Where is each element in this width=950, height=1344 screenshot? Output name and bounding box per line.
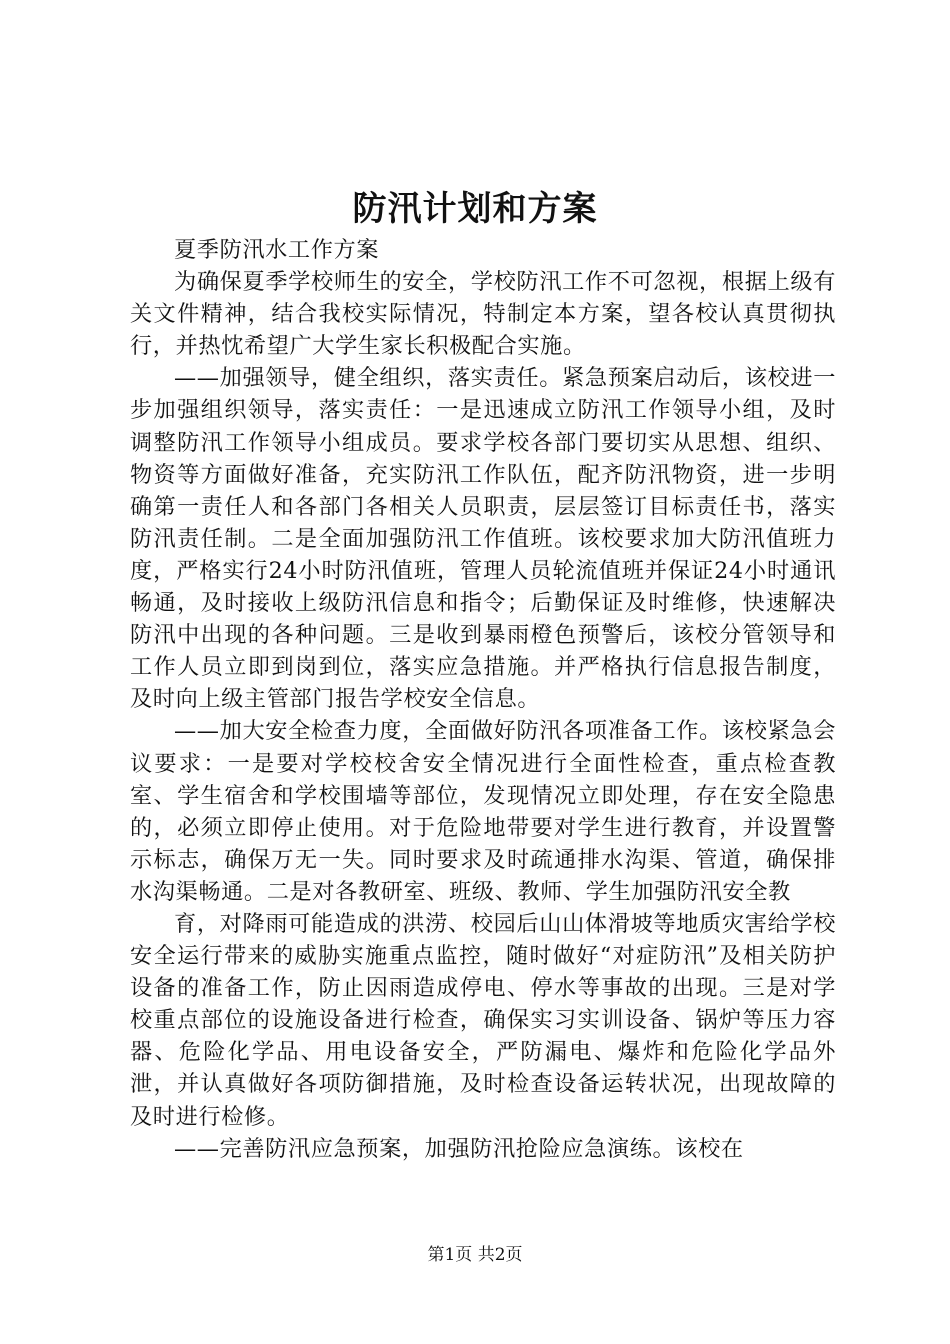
paragraph-monitoring: 育，对降雨可能造成的洪涝、校园后山山体滑坡等地质灾害给学校安全运行带来的威胁实施重点监控，随时做好“对症防汛”及相关防护设备的准备工作，防止因雨造成停电、停水等事故的出现。三是对学校重点部位的设施设备进行检查，确保实习实训设备、锅炉等压力容器、危险化学品、用电设备安全，严防漏电、爆炸和危险化学品外泄，并认真做好各项防御措施，及时检查设备运转状况，出现故障的及时进行检修。 [130, 910, 836, 1130]
paragraph-inspection: ——加大安全检查力度，全面做好防汛各项准备工作。该校紧急会议要求：一是要对学校校舍安全情况进行全面性检查，重点检查教室、学生宿舍和学校围墙等部位，发现情况立即处理，存在安全隐患的，必须立即停止使用。对于危险地带要对学生进行教育，并设置警示标志，确保万无一失。同时要求及时疏通排水沟渠、管道，确保排水沟渠畅通。二是对各教研室、班级、教师、学生加强防汛安全教 [130, 718, 836, 905]
paragraph-emergency-plan: ——完善防汛应急预案，加强防汛抢险应急演练。该校在 [174, 1135, 744, 1162]
paragraph-intro: 为确保夏季学校师生的安全，学校防汛工作不可忽视，根据上级有关文件精神，结合我校实际情况，特制定本方案，望各校认真贯彻执行，并热忱希望广大学生家长积极配合实施。 [130, 269, 836, 360]
paragraph-leadership: ——加强领导，健全组织，落实责任。紧急预案启动后，该校进一步加强组织领导，落实责任：一是迅速成立防汛工作领导小组，及时调整防汛工作领导小组成员。要求学校各部门要切实从思想、组织、物资等方面做好准备，充实防汛工作队伍，配齐防汛物资，进一步明确第一责任人和各部门各相关人员职责，层层签订目标责任书，落实防汛责任制。二是全面加强防汛工作值班。该校要求加大防汛值班力度，严格实行24小时防汛值班，管理人员轮流值班并保证24小时通讯畅通，及时接收上级防汛信息和指令；后勤保证及时维修，快速解决防汛中出现的各种问题。三是收到暴雨橙色预警后，该校分管领导和工作人员立即到岗到位，落实应急措施。并严格执行信息报告制度，及时向上级主管部门报告学校安全信息。 [130, 365, 836, 713]
document-title: 防汛计划和方案 [352, 189, 598, 229]
paragraph-subtitle: 夏季防汛水工作方案 [174, 237, 380, 263]
document-body [130, 234, 836, 1165]
page-number-footer: 第1页 共2页 [427, 1245, 523, 1265]
